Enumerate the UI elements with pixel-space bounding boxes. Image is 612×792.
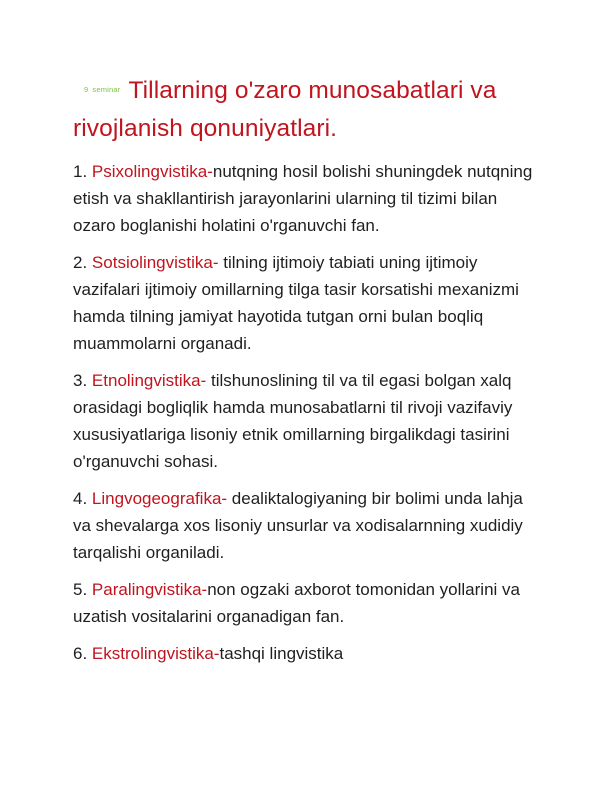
item-number: 5. (73, 580, 88, 599)
item-number: 3. (73, 371, 88, 390)
definition-item (73, 158, 543, 239)
item-number: 2. (73, 253, 88, 272)
item-number: 1. (73, 162, 88, 181)
page-title (73, 72, 543, 148)
definition-item (73, 640, 543, 667)
item-term: Sotsiolingvistika- (91, 253, 219, 272)
item-term: Lingvogeografika- (91, 489, 228, 508)
item-number: 6. (73, 644, 88, 663)
seminar-tag (84, 85, 120, 95)
item-text: nutqning hosil bolishi shuningdek nutqning etish va shakllantirish jarayonlarini ularning til tizimi bilan ozaro boglanishi holatini o'rganuvchi fan. (73, 162, 533, 235)
item-number: 4. (73, 489, 88, 508)
title-text: Tillarning o'zaro munosabatlari va rivojlanish qonuniyatlari. (73, 77, 497, 142)
item-term: Psixolingvistika- (91, 162, 213, 181)
item-text: tilshunoslining til va til egasi bolgan xalq orasidagi bogliqlik hamda munosabatlarni til rivoji vazifaviy xususiyatlariga lisoniy etnik omillarning birgalikdagi tasirini o'rganuvchi sohasi. (73, 371, 513, 471)
item-text: non ogzaki axborot tomonidan yollarini va uzatish vositalarini organadigan fan. (73, 580, 520, 626)
definition-item (73, 367, 543, 475)
definition-item (73, 576, 543, 630)
item-term: Ekstrolingvistika- (91, 644, 220, 663)
definition-item (73, 249, 543, 357)
seminar-label: seminar (92, 85, 121, 94)
item-term: Paralingvistika- (91, 580, 208, 599)
item-text: dealiktalogiyaning bir bolimi unda lahja va shevalarga xos lisoniy unsurlar va xodisalarnning xudidiy tarqalishi organiladi. (73, 489, 523, 562)
item-term: Etnolingvistika- (91, 371, 207, 390)
definition-item (73, 485, 543, 566)
item-text: tilning ijtimoiy tabiati uning ijtimoiy vazifalari ijtimoiy omillarning tilga tasir korsatishi mexanizmi hamda tilning jamiyat hayotida tutgan orni bulan boqliq muammolarni organadi. (73, 253, 519, 353)
item-text: tashqi lingvistika (219, 644, 344, 663)
document-content (73, 72, 543, 667)
seminar-number: 9 (84, 85, 89, 94)
